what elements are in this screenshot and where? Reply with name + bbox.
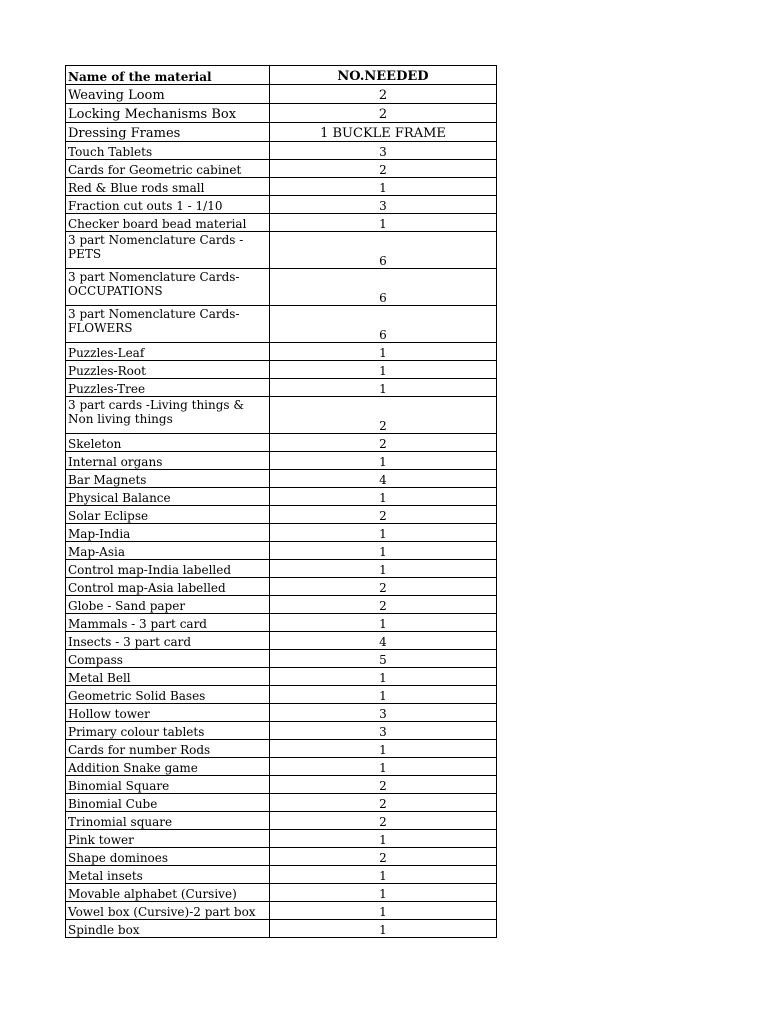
number-needed-cell: 2 xyxy=(270,596,497,614)
material-name-cell: Globe - Sand paper xyxy=(66,596,270,614)
table-row xyxy=(66,722,497,740)
table-row xyxy=(66,686,497,704)
material-name-cell: Dressing Frames xyxy=(66,123,270,142)
material-name-cell: 3 part Nomenclature Cards - PETS xyxy=(66,232,270,269)
number-needed-cell: 1 xyxy=(270,866,497,884)
table-row xyxy=(66,632,497,650)
material-name-cell: Trinomial square xyxy=(66,812,270,830)
table-row xyxy=(66,343,497,361)
material-name-cell: Hollow tower xyxy=(66,704,270,722)
number-needed-cell: 6 xyxy=(270,306,497,343)
table-row xyxy=(66,830,497,848)
table-row xyxy=(66,884,497,902)
table-row xyxy=(66,740,497,758)
number-needed-cell: 1 xyxy=(270,214,497,232)
number-needed-cell: 5 xyxy=(270,650,497,668)
number-needed-cell: 2 xyxy=(270,434,497,452)
material-name-cell: Map-India xyxy=(66,524,270,542)
number-needed-cell: 4 xyxy=(270,470,497,488)
table-row xyxy=(66,361,497,379)
number-needed-cell: 1 xyxy=(270,488,497,506)
material-name-cell: Touch Tablets xyxy=(66,142,270,160)
material-name-cell: Checker board bead material xyxy=(66,214,270,232)
material-name-cell: Movable alphabet (Cursive) xyxy=(66,884,270,902)
material-name-cell: Spindle box xyxy=(66,920,270,938)
table-row xyxy=(66,866,497,884)
material-name-cell: Physical Balance xyxy=(66,488,270,506)
material-name-cell: Locking Mechanisms Box xyxy=(66,104,270,123)
number-needed-cell: 1 xyxy=(270,379,497,397)
number-needed-cell: 2 xyxy=(270,848,497,866)
table-row xyxy=(66,104,497,123)
number-needed-cell: 2 xyxy=(270,812,497,830)
number-needed-cell: 1 xyxy=(270,178,497,196)
number-needed-cell: 1 xyxy=(270,614,497,632)
number-needed-cell: 2 xyxy=(270,794,497,812)
number-needed-cell: 1 xyxy=(270,343,497,361)
table-row xyxy=(66,542,497,560)
number-needed-cell: 3 xyxy=(270,722,497,740)
number-needed-cell: 1 xyxy=(270,686,497,704)
table-row xyxy=(66,196,497,214)
table-row xyxy=(66,214,497,232)
material-name-cell: Pink tower xyxy=(66,830,270,848)
table-header-row xyxy=(66,66,497,85)
table-row xyxy=(66,578,497,596)
table-row xyxy=(66,306,497,343)
material-name-cell: Control map-Asia labelled xyxy=(66,578,270,596)
number-needed-cell: 3 xyxy=(270,196,497,214)
table-row xyxy=(66,794,497,812)
material-name-cell: Binomial Cube xyxy=(66,794,270,812)
table-row xyxy=(66,758,497,776)
material-name-cell: Map-Asia xyxy=(66,542,270,560)
table-row xyxy=(66,379,497,397)
material-name-cell: Puzzles-Root xyxy=(66,361,270,379)
number-needed-cell: 2 xyxy=(270,85,497,104)
table-row xyxy=(66,269,497,306)
table-row xyxy=(66,488,497,506)
header-material-name: Name of the material xyxy=(66,66,270,85)
table-row xyxy=(66,506,497,524)
material-name-cell: Puzzles-Tree xyxy=(66,379,270,397)
material-name-cell: 3 part cards -Living things & Non living things xyxy=(66,397,270,434)
material-name-cell: Metal Bell xyxy=(66,668,270,686)
table-row xyxy=(66,452,497,470)
number-needed-cell: 1 xyxy=(270,830,497,848)
table-row xyxy=(66,85,497,104)
table-row xyxy=(66,776,497,794)
material-name-cell: Cards for Geometric cabinet xyxy=(66,160,270,178)
table-row xyxy=(66,178,497,196)
number-needed-cell: 1 xyxy=(270,920,497,938)
table-row xyxy=(66,650,497,668)
number-needed-cell: 1 xyxy=(270,902,497,920)
material-name-cell: Shape dominoes xyxy=(66,848,270,866)
number-needed-cell: 4 xyxy=(270,632,497,650)
table-row xyxy=(66,812,497,830)
table-row xyxy=(66,142,497,160)
material-name-cell: Bar Magnets xyxy=(66,470,270,488)
number-needed-cell: 3 xyxy=(270,142,497,160)
material-name-cell: Skeleton xyxy=(66,434,270,452)
table-row xyxy=(66,524,497,542)
table-body xyxy=(66,85,497,938)
number-needed-cell: 2 xyxy=(270,578,497,596)
table-row xyxy=(66,920,497,938)
material-name-cell: 3 part Nomenclature Cards- OCCUPATIONS xyxy=(66,269,270,306)
table-row xyxy=(66,668,497,686)
number-needed-cell: 1 xyxy=(270,542,497,560)
number-needed-cell: 2 xyxy=(270,104,497,123)
material-name-cell: Red & Blue rods small xyxy=(66,178,270,196)
number-needed-cell: 2 xyxy=(270,397,497,434)
material-name-cell: Primary colour tablets xyxy=(66,722,270,740)
table-row xyxy=(66,596,497,614)
material-name-cell: Internal organs xyxy=(66,452,270,470)
header-number-needed: NO.NEEDED xyxy=(270,66,497,85)
material-name-cell: Cards for number Rods xyxy=(66,740,270,758)
material-name-cell: Vowel box (Cursive)-2 part box xyxy=(66,902,270,920)
table-row xyxy=(66,470,497,488)
material-name-cell: Insects - 3 part card xyxy=(66,632,270,650)
table-row xyxy=(66,160,497,178)
number-needed-cell: 2 xyxy=(270,160,497,178)
material-name-cell: Binomial Square xyxy=(66,776,270,794)
table-row xyxy=(66,848,497,866)
material-name-cell: Mammals - 3 part card xyxy=(66,614,270,632)
number-needed-cell: 1 xyxy=(270,758,497,776)
table-row xyxy=(66,902,497,920)
material-name-cell: Control map-India labelled xyxy=(66,560,270,578)
number-needed-cell: 1 xyxy=(270,884,497,902)
number-needed-cell: 6 xyxy=(270,232,497,269)
table-row xyxy=(66,614,497,632)
material-name-cell: Solar Eclipse xyxy=(66,506,270,524)
number-needed-cell: 1 xyxy=(270,524,497,542)
material-name-cell: Geometric Solid Bases xyxy=(66,686,270,704)
number-needed-cell: 1 xyxy=(270,668,497,686)
materials-table xyxy=(65,65,497,938)
number-needed-cell: 3 xyxy=(270,704,497,722)
material-name-cell: Weaving Loom xyxy=(66,85,270,104)
number-needed-cell: 1 BUCKLE FRAME xyxy=(270,123,497,142)
number-needed-cell: 1 xyxy=(270,740,497,758)
material-name-cell: Addition Snake game xyxy=(66,758,270,776)
table-row xyxy=(66,123,497,142)
number-needed-cell: 1 xyxy=(270,560,497,578)
number-needed-cell: 2 xyxy=(270,506,497,524)
table-row xyxy=(66,232,497,269)
number-needed-cell: 2 xyxy=(270,776,497,794)
material-name-cell: Compass xyxy=(66,650,270,668)
material-name-cell: 3 part Nomenclature Cards- FLOWERS xyxy=(66,306,270,343)
table-row xyxy=(66,397,497,434)
number-needed-cell: 1 xyxy=(270,361,497,379)
number-needed-cell: 1 xyxy=(270,452,497,470)
number-needed-cell: 6 xyxy=(270,269,497,306)
table-row xyxy=(66,560,497,578)
table-row xyxy=(66,704,497,722)
material-name-cell: Fraction cut outs 1 - 1/10 xyxy=(66,196,270,214)
material-name-cell: Metal insets xyxy=(66,866,270,884)
material-name-cell: Puzzles-Leaf xyxy=(66,343,270,361)
table-row xyxy=(66,434,497,452)
